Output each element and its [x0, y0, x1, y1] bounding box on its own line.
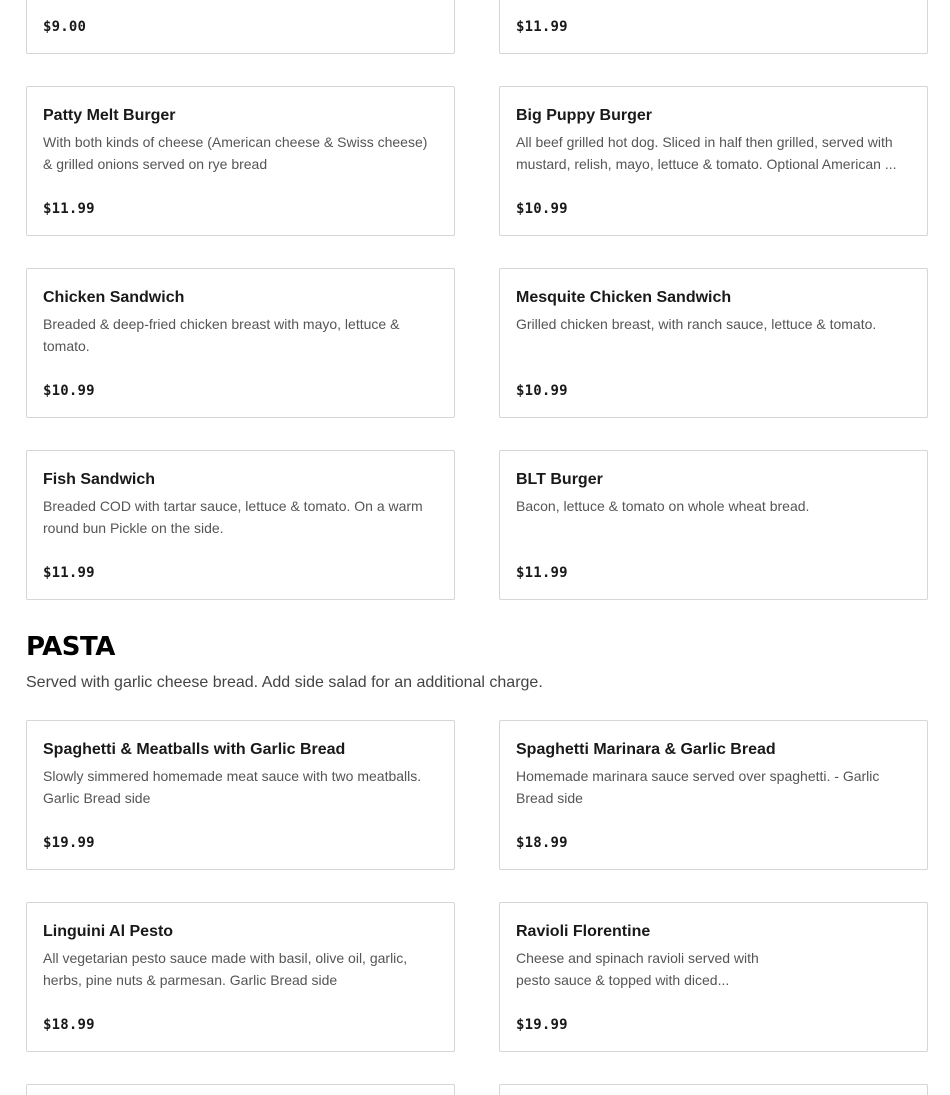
- pasta-items-grid: [26, 720, 928, 1052]
- item-description: Cheese and spinach ravioli served with pesto sauce & topped with diced...: [516, 950, 759, 988]
- item-price: $11.99: [516, 565, 568, 581]
- item-price: $19.99: [516, 1017, 568, 1033]
- menu-item-card[interactable]: [499, 1084, 928, 1095]
- item-description: With both kinds of cheese (American cheese & Swiss cheese) & grilled onions served on rye bread: [43, 134, 428, 172]
- menu-item-card[interactable]: [26, 86, 455, 236]
- item-price: $11.99: [43, 565, 95, 581]
- item-name: BLT Burger: [516, 471, 603, 488]
- item-price: $11.99: [43, 201, 95, 217]
- menu-item-card[interactable]: [499, 268, 928, 418]
- item-name: Chicken Sandwich: [43, 289, 185, 306]
- menu-item-card[interactable]: [499, 0, 928, 54]
- item-price: $19.99: [43, 835, 95, 851]
- item-name: Spaghetti & Meatballs with Garlic Bread: [43, 741, 346, 758]
- menu-item-card[interactable]: [499, 902, 928, 1052]
- bottom-partial-grid: [26, 1084, 928, 1095]
- item-description: Bacon, lettuce & tomato on whole wheat bread.: [516, 498, 810, 514]
- sandwich-items-grid: [26, 86, 928, 600]
- item-price: $18.99: [43, 1017, 95, 1033]
- item-name: Fish Sandwich: [43, 471, 156, 488]
- menu-item-card[interactable]: [26, 0, 455, 54]
- item-price: $9.00: [43, 19, 87, 35]
- menu-item-card[interactable]: [26, 450, 455, 600]
- item-name: Linguini Al Pesto: [43, 923, 174, 940]
- item-price: $10.99: [43, 383, 95, 399]
- menu-item-card[interactable]: [26, 1084, 455, 1095]
- item-description: All beef grilled hot dog. Sliced in half then grilled, served with mustard, relish, mayo, lettuce & tomato. Optional American ...: [516, 134, 897, 172]
- item-price: $18.99: [516, 835, 568, 851]
- item-name: Patty Melt Burger: [43, 107, 176, 124]
- section-subtitle: Served with garlic cheese bread. Add side salad for an additional charge.: [26, 674, 543, 691]
- item-description: Breaded & deep-fried chicken breast with mayo, lettuce & tomato.: [43, 316, 400, 354]
- item-description: Slowly simmered homemade meat sauce with two meatballs. Garlic Bread side: [43, 768, 422, 806]
- item-price: $10.99: [516, 201, 568, 217]
- menu-item-card[interactable]: [26, 268, 455, 418]
- item-price: $11.99: [516, 19, 568, 35]
- menu-item-card[interactable]: [499, 720, 928, 870]
- menu-item-card[interactable]: [26, 720, 455, 870]
- item-name: Mesquite Chicken Sandwich: [516, 289, 732, 306]
- section-title: PASTA: [26, 632, 115, 662]
- item-name: Spaghetti Marinara & Garlic Bread: [516, 741, 776, 758]
- item-name: Big Puppy Burger: [516, 107, 653, 124]
- item-description: Grilled chicken breast, with ranch sauce, lettuce & tomato.: [516, 316, 877, 332]
- item-description: Breaded COD with tartar sauce, lettuce & tomato. On a warm round bun Pickle on the side.: [43, 498, 423, 536]
- menu-item-card[interactable]: [499, 86, 928, 236]
- item-price: $10.99: [516, 383, 568, 399]
- menu-item-card[interactable]: [26, 902, 455, 1052]
- item-description: All vegetarian pesto sauce made with basil, olive oil, garlic, herbs, pine nuts & parmesan. Garlic Bread side: [43, 950, 408, 988]
- item-description: Homemade marinara sauce served over spaghetti. - Garlic Bread side: [516, 768, 880, 806]
- menu-item-card[interactable]: [499, 450, 928, 600]
- top-partial-grid: [26, 0, 928, 54]
- item-name: Ravioli Florentine: [516, 923, 651, 940]
